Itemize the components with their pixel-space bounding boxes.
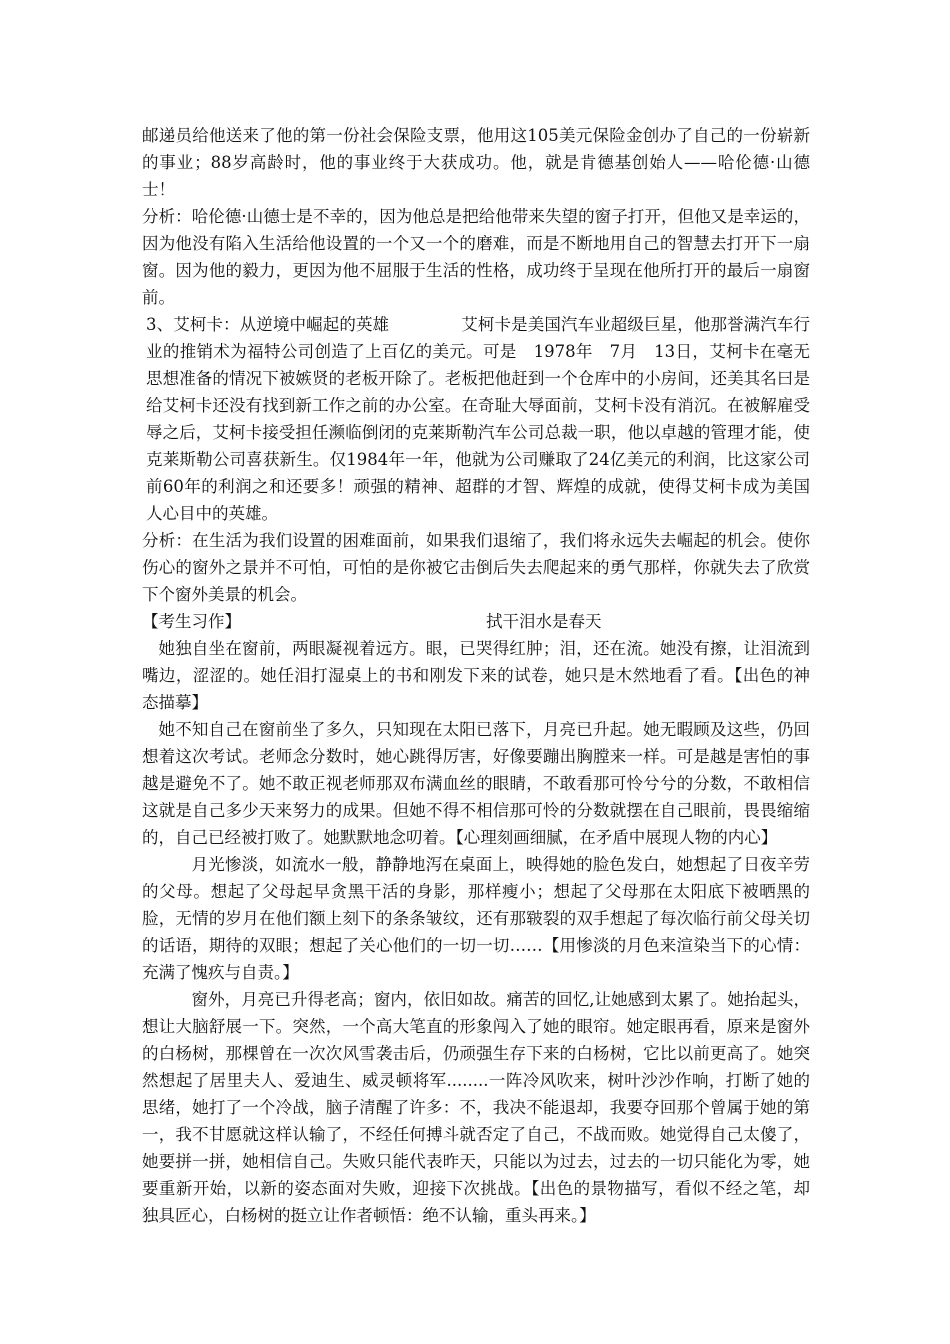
- analysis-3: 分析：在生活为我们设置的困难面前，如果我们退缩了，我们将永远失去崛起的机会。使你伤心的窗外之景并不可怕，可怕的是你被它击倒后失去爬起来的勇气那样，你就失去了欣赏下个窗外美景的机会。: [142, 531, 810, 604]
- essay-paragraph-1: 她独自坐在窗前，两眼凝视着远方。眼，已哭得红肿；泪，还在流。她没有擦，让泪流到嘴边，涩涩的。她任泪打湿桌上的书和刚发下来的试卷，她只是木然地看了看。【出色的神态描摹】: [142, 639, 810, 712]
- essay-paragraph-4: 窗外，月亮已升得老高；窗内，依旧如故。痛苦的回忆,让她感到太累了。她抬起头，想让大脑舒展一下。突然，一个高大笔直的形象闯入了她的眼帘。她定眼再看，原来是窗外的白杨树，那棵曾在一次次风雪袭击后，仍顽强生存下来的白杨树，它比以前更高了。她突然想起了居里夫人、爱迪生、威灵顿将军........一阵冷风吹来，树叶沙沙作响，打断了她的思绪，她打了一个冷战，脑子清醒了许多：不，我决不能退却，我要夺回那个曾属于她的第一，我不甘愿就这样认输了，不经任何搏斗就否定了自己，不战而败。她觉得自己太傻了，她要拼一拼，她相信自己。失败只能代表昨天，只能以为过去，过去的一切只能化为零，她要重新开始，以新的姿态面对失败，迎接下次挑战。【出色的景物描写，看似不经之笔，却独具匠心，白杨树的挺立让作者顿悟：绝不认输，重头再来。】: [142, 990, 810, 1225]
- essay-paragraph-3: 月光惨淡，如流水一般，静静地泻在桌面上，映得她的脸色发白，她想起了日夜辛劳的父母。想起了父母起早贪黑干活的身影，那样瘦小；想起了父母那在太阳底下被晒黑的脸，无情的岁月在他们额上刻下的条条皱纹，还有那皲裂的双手想起了每次临行前父母关切的话语，期待的双眼；想起了关心他们的一切一切……【用惨淡的月色来渲染当下的心情：充满了愧疚与自责。】: [142, 855, 810, 982]
- paragraph-intro: 邮递员给他送来了他的第一份社会保险支票，他用这105美元保险金创办了自己的一份崭新的事业；88岁高龄时，他的事业终于大获成功。他，就是肯德基创始人——哈伦德·山德士！: [142, 126, 810, 199]
- section-3: [142, 311, 810, 527]
- essay-label: 【考生习作】: [142, 612, 241, 631]
- essay-title: 拭干泪水是春天: [486, 612, 602, 631]
- essay-header: [142, 608, 810, 635]
- document-page: [142, 122, 810, 1229]
- essay-paragraph-2: 她不知自己在窗前坐了多久，只知现在太阳已落下，月亮已升起。她无暇顾及这些，仍回想着这次考试。老师念分数时，她心跳得厉害，好像要蹦出胸膛来一样。可是越是害怕的事越是避免不了。她不敢正视老师那双布满血丝的眼睛，不敢看那可怜兮兮的分数，不敢相信这就是自己多少天来努力的成果。但她不得不相信那可怜的分数就摆在自己眼前，畏畏缩缩的，自己已经被打败了。她默默地念叨着。【心理刻画细腻，在矛盾中展现人物的内心】: [142, 720, 810, 847]
- section-3-body: 艾柯卡是美国汽车业超级巨星，他那誉满汽车行业的推销术为福特公司创造了上百亿的美元。可是 1978年 7月 13日，艾柯卡在毫无思想准备的情况下被嫉贤的老板开除了。老板把他赶到一个仓库中的小房间，还美其名曰是给艾柯卡还没有找到新工作之前的办公室。在奇耻大辱面前，艾柯卡没有消沉。在被解雇受辱之后，艾柯卡接受担任濒临倒闭的克莱斯勒汽车公司总裁一职，他以卓越的管理才能，使克莱斯勒公司喜获新生。仅1984年一年，他就为公司赚取了24亿美元的利润，比这家公司前60年的利润之和还要多！顽强的精神、超群的才智、辉煌的成就，使得艾柯卡成为美国人心目中的英雄。: [146, 315, 811, 523]
- section-3-title: 3、艾柯卡：从逆境中崛起的英雄: [146, 315, 390, 334]
- analysis-2: 分析：哈伦德·山德士是不幸的，因为他总是把给他带来失望的窗子打开，但他又是幸运的，因为他没有陷入生活给他设置的一个又一个的磨难，而是不断地用自己的智慧去打开下一扇窗。因为他的毅力，更因为他不屈服于生活的性格，成功终于呈现在他所打开的最后一扇窗前。: [142, 207, 810, 307]
